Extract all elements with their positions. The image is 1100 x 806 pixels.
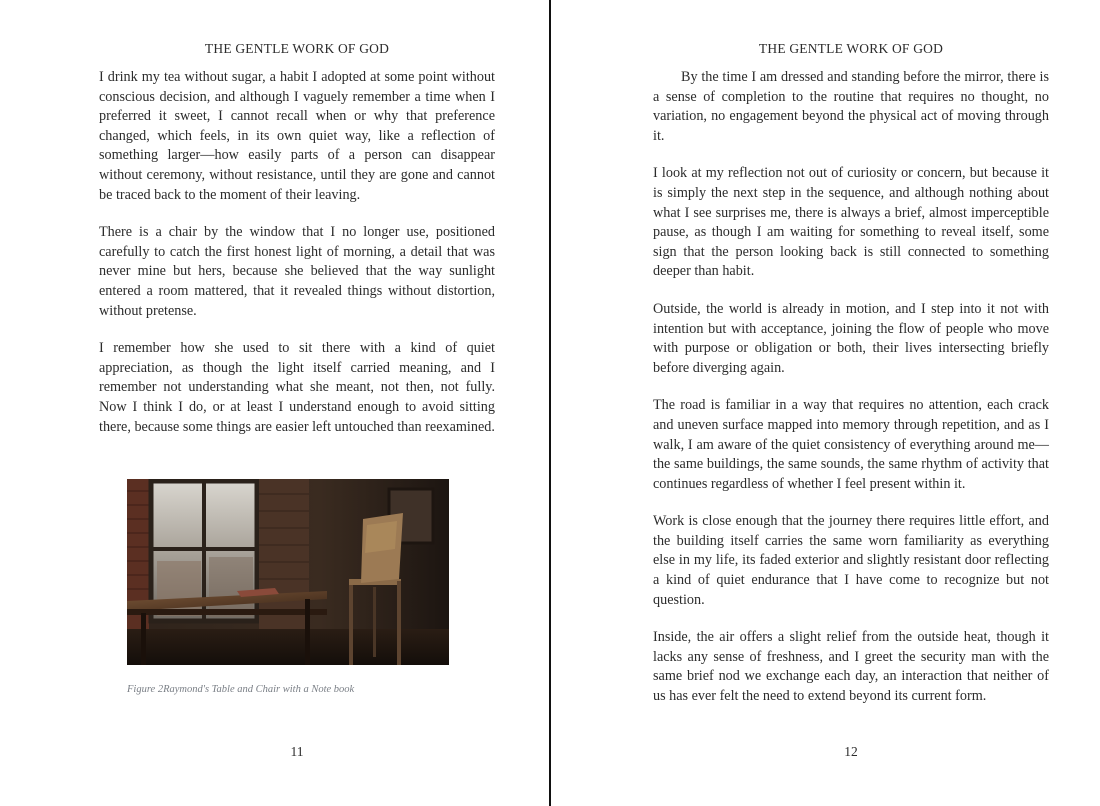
paragraph: There is a chair by the window that I no longer use, positioned carefully to catch the first honest light of morning, a detail that was never mine but hers, because she believed that the way sunlight entered a room mattered, that it revealed things without distortion, without pretense. — [99, 224, 495, 319]
paragraph: Outside, the world is already in motion, and I step into it not with intention but with acceptance, joining the flow of people who move with purpose or obligation or both, their lives intersecting briefly before diverging again. — [653, 300, 1049, 376]
paragraph: By the time I am dressed and standing before the mirror, there is a sense of completion to the routine that requires no thought, no variation, no engagement beyond the physical act of moving through it. — [653, 69, 1049, 144]
left-page — [99, 0, 495, 806]
running-head: THE GENTLE WORK OF GOD — [204, 41, 390, 56]
page-number: 11 — [290, 744, 304, 759]
page-gutter-divider — [549, 0, 551, 806]
paragraph: Work is close enough that the journey there requires little effort, and the building itself carries the same worn familiarity as everything else in my life, its faded exterior and slightly resistant door reflecting a kind of quiet endurance that I have come to recognize but not question. — [653, 513, 1049, 608]
table-and-chair-photo — [127, 479, 449, 665]
running-head: THE GENTLE WORK OF GOD — [758, 41, 944, 56]
body-text — [99, 68, 495, 455]
paragraph: Inside, the air offers a slight relief from the outside heat, though it lacks any sense of freshness, and I greet the security man with the same brief nod we exchange each day, an interaction that neither of us has ever felt the need to extend beyond its current form. — [653, 629, 1049, 705]
paragraph: I look at my reflection not out of curiosity or concern, but because it is simply the next step in the sequence, and although nothing about what I see surprises me, there is always a brief, almost imperceptible pause, as though I am waiting for something to reveal itself, some sign that the person looking back is still connected to something deeper than habit. — [653, 165, 1049, 280]
photo-illustration — [127, 479, 449, 665]
page-number: 12 — [844, 744, 858, 759]
body-text — [653, 68, 1049, 725]
right-page — [653, 0, 1049, 806]
paragraph: I drink my tea without sugar, a habit I adopted at some point without conscious decision, and although I vaguely remember a time when I preferred it sweet, I cannot recall when or why that preference changed, which feels, in its own quiet way, like a reflection of something larger—how easily parts of a person can disappear without ceremony, without resistance, until they are gone and cannot be traced back to the moment of their leaving. — [99, 69, 495, 203]
figure-caption: Figure 2Raymond's Table and Chair with a Note book — [127, 684, 355, 695]
paragraph: I remember how she used to sit there with a kind of quiet appreciation, as though the light itself carried meaning, and I remember not understanding what she meant, not then, not fully. Now I think I do, or at least I understand enough to avoid sitting there, because some things are easier left untouched than reexamined. — [99, 340, 495, 435]
paragraph: The road is familiar in a way that requires no attention, each crack and uneven surface mapped into memory through repetition, and as I walk, I am aware of the quiet consistency of everything around me—the same buildings, the same sounds, the same rhythm of activity that continues regardless of whether I feel present within it. — [653, 397, 1049, 492]
